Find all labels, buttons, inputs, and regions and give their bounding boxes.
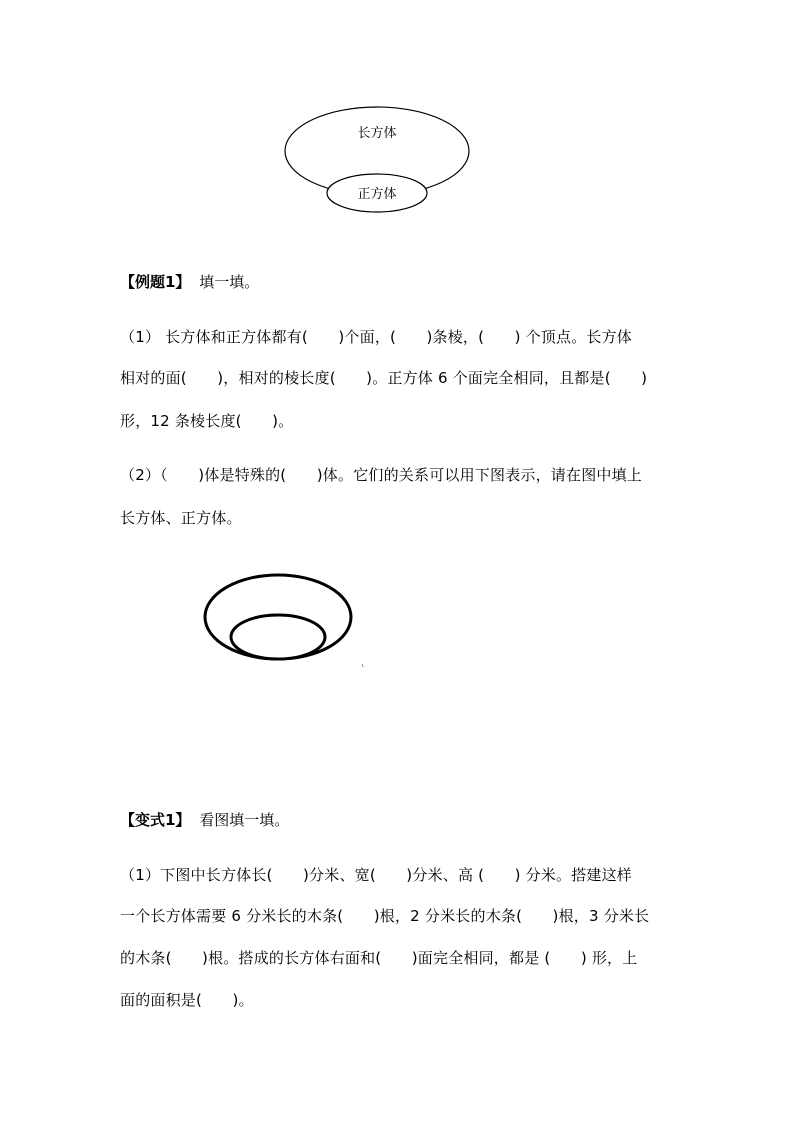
example1-q1-line3: 形，12 条棱长度( )。 xyxy=(120,412,294,430)
relation-diagram-top xyxy=(280,104,480,216)
variant1-q1-line1: （1）下图中长方体长( )分米、宽( )分米、高 ( ) 分米。搭建这样 xyxy=(120,866,632,884)
variant1-heading xyxy=(120,810,289,830)
example1-q1-line2: 相对的面( )，相对的棱长度( )。正方体 6 个面完全相同，且都是( ) xyxy=(120,369,648,387)
variant1-q1-line3: 的木条( )根。搭成的长方体右面和( )面完全相同，都是 ( ) 形，上 xyxy=(120,949,638,967)
variant1-q1-line2: 一个长方体需要 6 分米长的木条( )根，2 分米长的木条( )根，3 分米长 xyxy=(120,907,650,925)
example1-q1-line1: （1） 长方体和正方体都有( )个面，( )条棱，( ) 个顶点。长方体 xyxy=(120,328,632,346)
example1-title: 填一填。 xyxy=(199,273,260,291)
example1-tag: 【例题1】 xyxy=(120,273,191,291)
example1-heading xyxy=(120,272,259,292)
variant1-q1-line4: 面的面积是( )。 xyxy=(120,991,254,1009)
relation-diagram-blank xyxy=(198,570,368,670)
outer-ellipse-label: 长方体 xyxy=(357,126,397,141)
blank-diagram-tick xyxy=(362,664,363,667)
variant1-title: 看图填一填。 xyxy=(199,811,290,829)
example1-q2-line2: 长方体、正方体。 xyxy=(120,509,242,527)
variant1-tag: 【变式1】 xyxy=(120,811,191,829)
example1-q2-line1: （2）（ )体是特殊的( )体。它们的关系可以用下图表示，请在图中填上 xyxy=(120,466,643,484)
blank-inner-ellipse xyxy=(231,615,325,659)
inner-ellipse-label: 正方体 xyxy=(357,187,397,202)
